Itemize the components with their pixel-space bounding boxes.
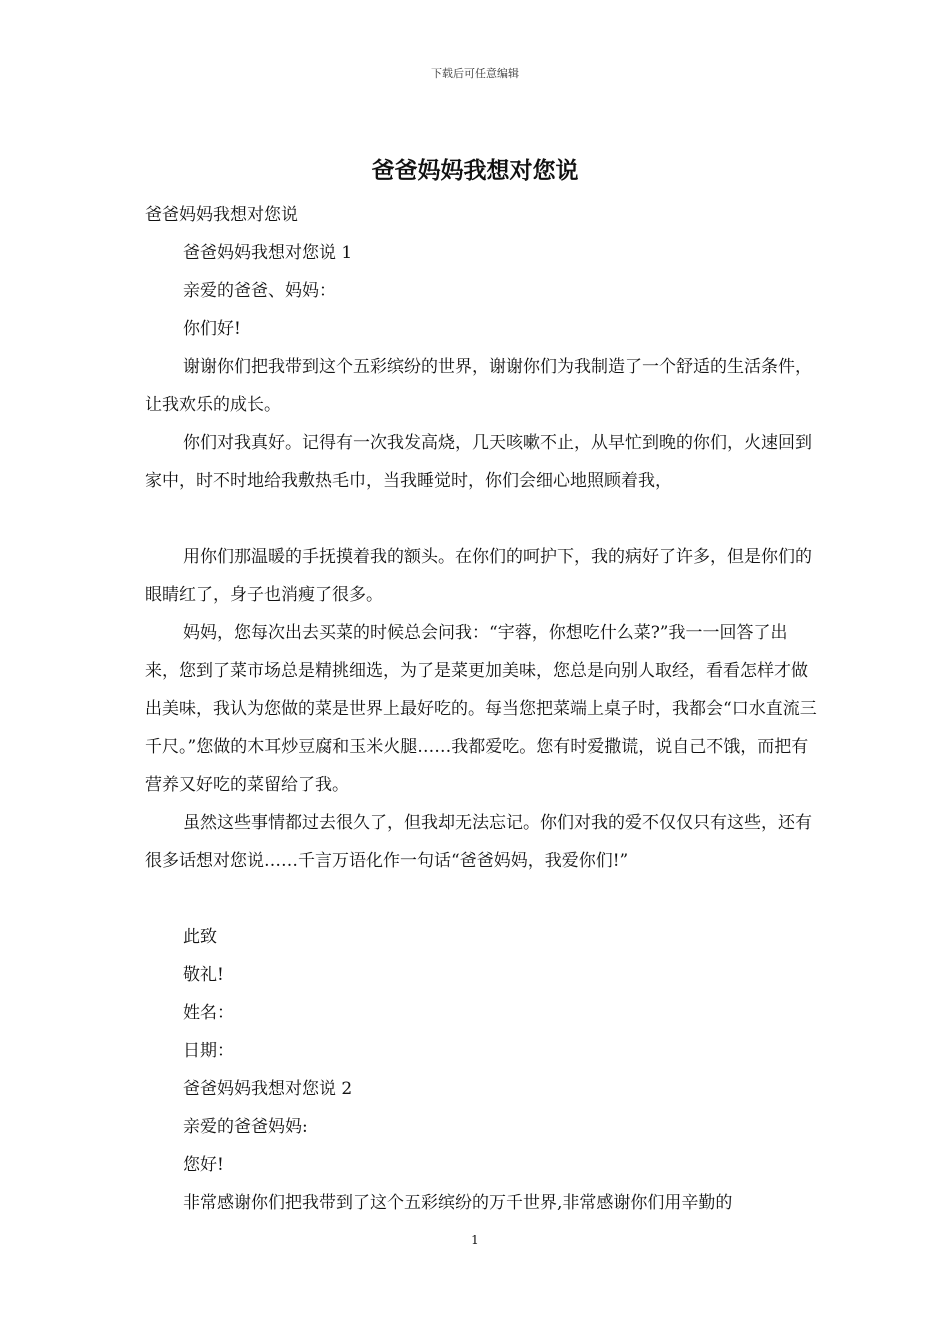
paragraph-greeting-2: 您好! [183,1155,224,1175]
paragraph-date-field: 日期： [183,1041,234,1061]
paragraph-body: 虽然这些事情都过去很久了，但我却无法忘记。你们对我的爱不仅仅只有这些，还有很多话想对您说……千言万语化作一句话“爸爸妈妈，我爱你们!” [145,813,812,871]
document-body [145,196,817,1222]
paragraph-heading-1: 爸爸妈妈我想对您说 1 [183,243,353,263]
paragraph-heading-2: 爸爸妈妈我想对您说 2 [183,1079,353,1099]
document-title: 爸爸妈妈我想对您说 [371,157,579,184]
paragraph-body: 你们对我真好。记得有一次我发高烧，几天咳嗽不止，从早忙到晚的你们，火速回到家中，时不时地给我敷热毛巾，当我睡觉时，你们会细心地照顾着我， [145,433,812,491]
paragraph-salutation-2: 亲爱的爸爸妈妈: [183,1117,308,1137]
paragraph-body: 用你们那温暖的手抚摸着我的额头。在你们的呵护下，我的病好了许多，但是你们的眼睛红了，身子也消瘦了很多。 [145,547,812,605]
paragraph-regards: 敬礼! [183,965,224,985]
paragraph-subtitle: 爸爸妈妈我想对您说 [145,205,298,225]
paragraph-name-field: 姓名： [183,1003,234,1023]
page-header-note: 下载后可任意编辑 [431,67,519,80]
paragraph-body: 谢谢你们把我带到这个五彩缤纷的世界，谢谢你们为我制造了一个舒适的生活条件，让我欢乐的成长。 [145,357,812,415]
paragraph-body: 妈妈，您每次出去买菜的时候总会问我：“宇蓉，你想吃什么菜?”我一一回答了出来，您到了菜市场总是精挑细选，为了是菜更加美味，您总是向别人取经，看看怎样才做出美味，我认为您做的菜是世界上最好吃的。每当您把菜端上桌子时，我都会“口水直流三千尺。”您做的木耳炒豆腐和玉米火腿……我都爱吃。您有时爱撒谎，说自己不饿，而把有营养又好吃的菜留给了我。 [145,623,817,795]
paragraph-salutation-1: 亲爱的爸爸、妈妈： [183,281,336,301]
paragraph-closing: 此致 [183,927,217,947]
paragraph-greeting-1: 你们好! [183,319,241,339]
paragraph-body: 非常感谢你们把我带到了这个五彩缤纷的万千世界,非常感谢你们用辛勤的 [183,1193,733,1213]
page-number: 1 [471,1233,479,1247]
